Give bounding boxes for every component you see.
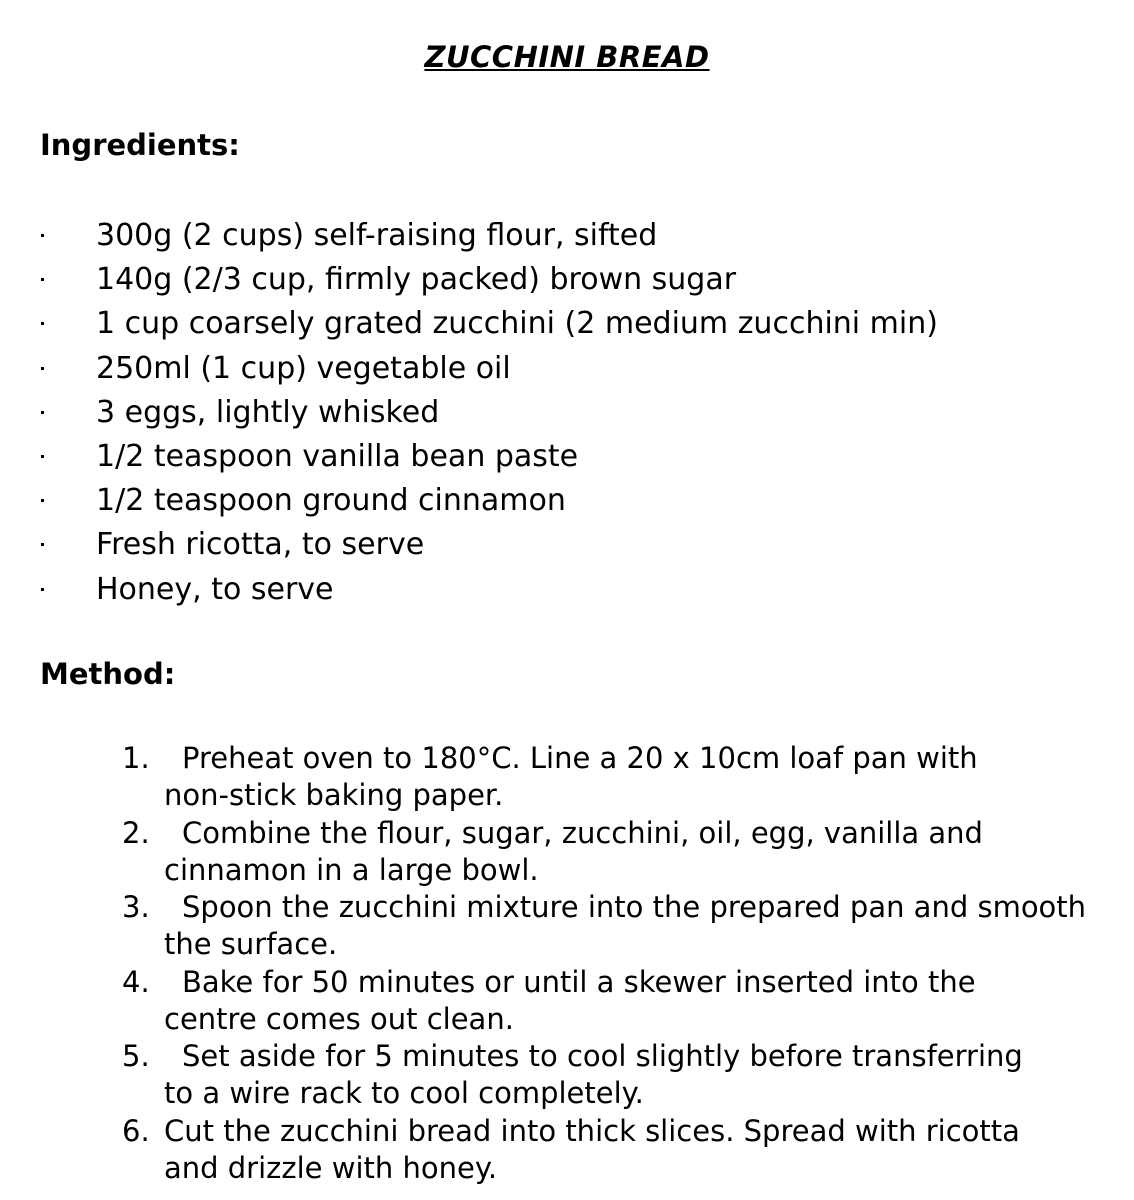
bullet-icon [41,367,44,370]
step-line: Preheat oven to 180°C. Line a 20 x 10cm loaf pan with [182,741,978,775]
ingredient-text: 250ml (1 cup) vegetable oil [96,350,511,386]
step-number: 3. [122,890,150,925]
step-line: centre comes out clean. [164,1001,514,1036]
ingredient-text: 1 cup coarsely grated zucchini (2 medium zucchini min) [96,306,938,342]
ingredient-text: 1/2 teaspoon vanilla bean paste [96,438,579,474]
bullet-icon [41,455,44,458]
ingredient-text: 300g (2 cups) self-raising flour, sifted [96,218,658,253]
ingredient-text: 1/2 teaspoon ground cinnamon [96,483,566,519]
recipe-title: ZUCCHINI BREAD [424,40,710,74]
step-line: cinnamon in a large bowl. [164,852,539,887]
ingredients-heading: Ingredients: [40,128,240,162]
step-text [164,1113,1104,1187]
step-line: Spoon the zucchini mixture into the prepared pan and smooth [182,890,1087,925]
step-number: 5. [122,1039,150,1074]
step-line: and drizzle with honey. [164,1150,498,1185]
step-text [164,815,1104,889]
bullet-icon [41,322,44,325]
ingredient-text: 140g (2/3 cup, firmly packed) brown sugar [96,262,737,298]
bullet-icon [41,411,44,414]
step-line: to a wire rack to cool completely. [164,1076,644,1111]
step-text [164,889,1104,963]
bullet-icon [41,588,44,591]
step-number: 2. [122,815,150,850]
step-number: 4. [122,964,150,999]
step-line: non-stick baking paper. [164,778,504,812]
bullet-icon [41,543,44,546]
step-text [164,1038,1104,1112]
step-line: the surface. [164,927,338,962]
step-text [164,964,1104,1038]
bullet-icon [41,499,44,502]
method-heading: Method: [40,657,176,691]
ingredient-text: 3 eggs, lightly whisked [96,394,440,430]
step-line: Bake for 50 minutes or until a skewer inserted into the [182,964,976,999]
ingredient-text: Fresh ricotta, to serve [96,527,425,563]
step-text [164,740,1104,814]
step-number: 6. [122,1113,150,1148]
bullet-icon [41,234,44,237]
bullet-icon [41,278,44,281]
step-line: Set aside for 5 minutes to cool slightly before transferring [182,1039,1023,1074]
step-line: Combine the flour, sugar, zucchini, oil, egg, vanilla and [182,815,983,850]
ingredient-text: Honey, to serve [96,571,334,607]
step-number: 1. [122,741,150,775]
step-line: Cut the zucchini bread into thick slices. Spread with ricotta [164,1113,1020,1148]
